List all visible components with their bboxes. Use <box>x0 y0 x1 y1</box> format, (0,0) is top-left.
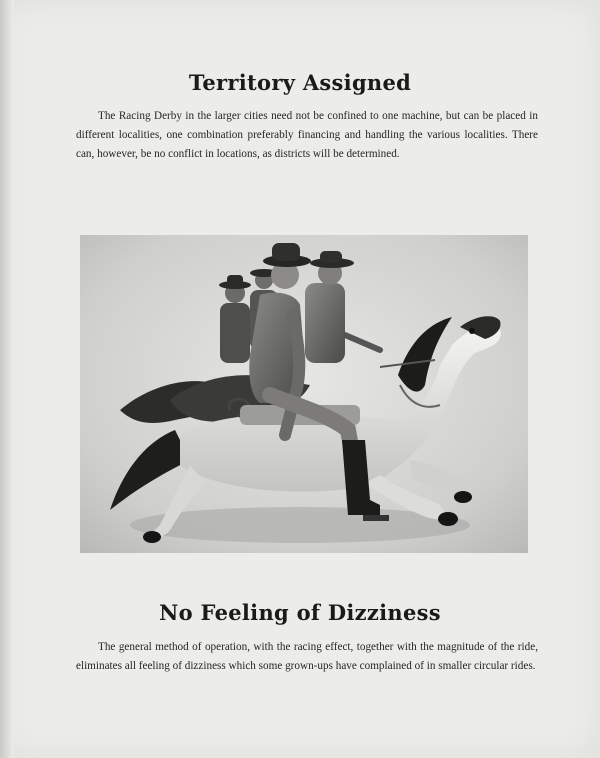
page-binding-edge <box>0 0 14 758</box>
section-heading-dizziness: No Feeling of Dizziness <box>159 600 441 625</box>
section-body-territory: The Racing Derby in the larger cities need not be confined to one machine, but can be placed in different localities, one combination preferably financing and handling the various localities. There can, however, be no conflict in locations, as districts will be determined. <box>76 110 538 161</box>
carousel-horse-photo <box>80 235 528 553</box>
section-body-dizziness: The general method of operation, with the racing effect, together with the magnitude of the ride, eliminates all feeling of dizziness which some grown-ups have complained of in smaller circular rides. <box>76 641 538 673</box>
section-heading-territory: Territory Assigned <box>188 70 412 95</box>
